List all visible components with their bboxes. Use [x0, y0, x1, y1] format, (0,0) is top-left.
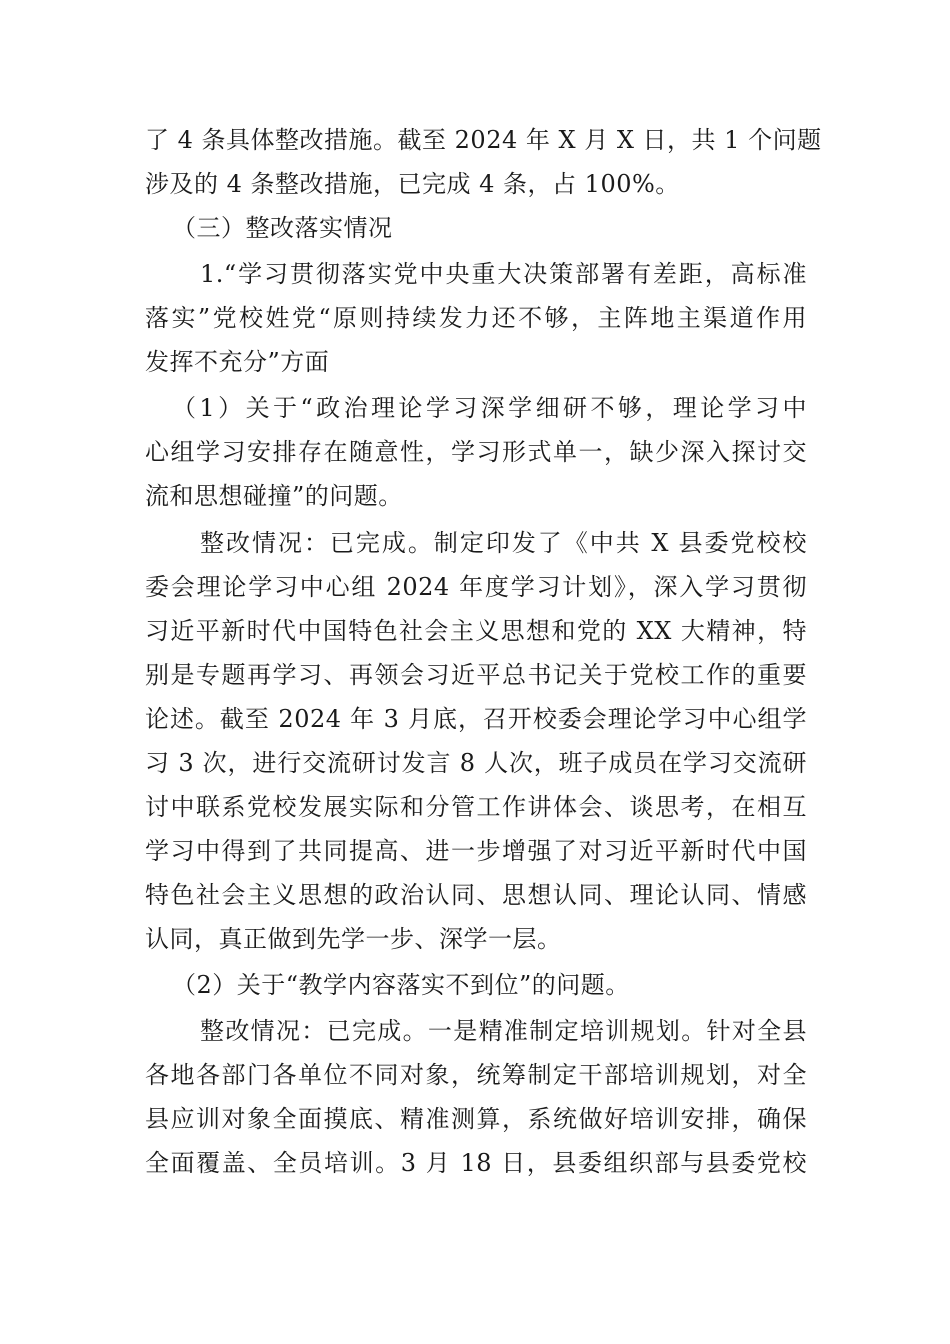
issue-heading: 流和思想碰撞”的问题。	[145, 482, 403, 510]
text-line: 整改情况：已完成。一是精准制定培训规划。针对全县	[200, 1017, 807, 1045]
text-line: 别是专题再学习、再领会习近平总书记关于党校工作的重要	[145, 661, 807, 689]
text-line: 整改情况：已完成。制定印发了《中共 X 县委党校校	[200, 529, 807, 557]
section-heading: （三）整改落实情况	[172, 214, 393, 242]
text-line: 学习中得到了共同提高、进一步增强了对习近平新时代中国	[145, 837, 807, 865]
issue-heading: （1）关于“政治理论学习深学细研不够，理论学习中	[172, 394, 807, 422]
text-line: 了 4 条具体整改措施。截至 2024 年 X 月 X 日，共 1 个问题	[145, 126, 822, 154]
subsection-heading: 1.“学习贯彻落实党中央重大决策部署有差距，高标准	[200, 260, 807, 288]
text-line: 涉及的 4 条整改措施，已完成 4 条，占 100%。	[145, 170, 680, 198]
text-line: 特色社会主义思想的政治认同、思想认同、理论认同、情感	[145, 881, 807, 909]
subsection-heading: 发挥不充分”方面	[145, 348, 330, 376]
text-line: 委会理论学习中心组 2024 年度学习计划》，深入学习贯彻	[145, 573, 807, 601]
issue-heading: （2）关于“教学内容落实不到位”的问题。	[172, 971, 630, 999]
text-line: 习 3 次，进行交流研讨发言 8 人次，班子成员在学习交流研	[145, 749, 807, 777]
issue-heading: 心组学习安排存在随意性，学习形式单一，缺少深入探讨交	[145, 438, 807, 466]
text-line: 论述。截至 2024 年 3 月底，召开校委会理论学习中心组学	[145, 705, 807, 733]
text-line: 全面覆盖、全员培训。3 月 18 日，县委组织部与县委党校	[145, 1149, 807, 1177]
text-line: 各地各部门各单位不同对象，统筹制定干部培训规划，对全	[145, 1061, 807, 1089]
text-line: 认同，真正做到先学一步、深学一层。	[145, 925, 562, 953]
subsection-heading: 落实”党校姓党“原则持续发力还不够，主阵地主渠道作用	[145, 304, 807, 332]
text-line: 讨中联系党校发展实际和分管工作讲体会、谈思考，在相互	[145, 793, 807, 821]
text-line: 县应训对象全面摸底、精准测算，系统做好培训安排，确保	[145, 1105, 807, 1133]
text-line: 习近平新时代中国特色社会主义思想和党的 XX 大精神，特	[145, 617, 807, 645]
